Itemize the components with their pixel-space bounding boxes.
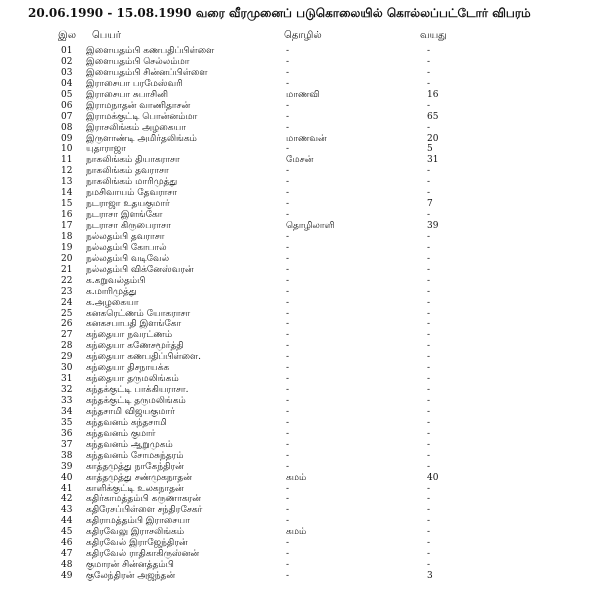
row-age: 5 xyxy=(427,144,433,155)
row-age: - xyxy=(427,549,431,560)
row-name: காத்தமுத்து சண்முகநாதன் xyxy=(86,472,192,483)
row-age: 40 xyxy=(427,472,439,483)
row-name: கதிர்காமத்தம்பி கருணாகரன் xyxy=(86,494,201,505)
table-row xyxy=(0,516,600,527)
row-age: - xyxy=(427,527,431,538)
row-sno: 24 xyxy=(61,297,73,308)
row-name: யுதாராஜா xyxy=(86,144,126,155)
table-row xyxy=(0,418,600,429)
row-age: - xyxy=(427,538,431,549)
row-name: இளையதம்பி கணபதிப்பிள்ளை xyxy=(86,46,215,56)
row-name: கனகசபாபதி இளங்கோ xyxy=(86,319,182,330)
row-age: - xyxy=(427,188,431,199)
row-occupation: மாணவன் xyxy=(286,133,327,144)
row-occupation: - xyxy=(286,450,290,461)
row-occupation: - xyxy=(286,385,290,396)
row-name: கதிரவேல் இராஜேந்திரன் xyxy=(86,538,188,549)
row-name: நமசிவாயம் தேவராசா xyxy=(86,188,178,199)
row-age: - xyxy=(427,78,431,89)
row-occupation: - xyxy=(286,199,290,210)
table-row xyxy=(0,352,600,363)
row-age: 3 xyxy=(427,571,433,581)
row-sno: 48 xyxy=(61,560,73,571)
row-age: - xyxy=(427,494,431,505)
row-name: நல்லதம்பி விக்னேஸ்வரன் xyxy=(86,264,194,275)
row-sno: 19 xyxy=(61,242,73,253)
row-sno: 25 xyxy=(61,308,73,319)
row-sno: 30 xyxy=(61,363,73,374)
row-occupation: மாணவி xyxy=(286,89,320,100)
table-row xyxy=(0,101,600,112)
row-age: - xyxy=(427,67,431,78)
row-name: கந்தக்குட்டி பாக்கியராசா. xyxy=(86,385,189,396)
row-name: குமாரன் சின்னத்தம்பி xyxy=(86,560,174,571)
row-sno: 08 xyxy=(61,122,73,133)
row-name: இராசலிங்கம் அழகையா xyxy=(86,122,186,133)
header-age: வயது xyxy=(420,30,447,41)
row-age: - xyxy=(427,450,431,461)
table-row xyxy=(0,57,600,68)
table-row xyxy=(0,473,600,484)
row-sno: 36 xyxy=(61,428,73,439)
table-row xyxy=(0,429,600,440)
row-age: - xyxy=(427,100,431,111)
row-name: கந்தவனம் ஆறுமுகம் xyxy=(86,439,173,450)
table-row xyxy=(0,549,600,560)
row-name: இளையதம்பி செல்லம்மா xyxy=(86,56,190,67)
row-sno: 33 xyxy=(61,396,73,406)
row-occupation: - xyxy=(286,46,290,56)
table-row xyxy=(0,341,600,352)
row-occupation: கமம் xyxy=(286,472,307,483)
row-name: குலேந்திரன் அஜந்தன் xyxy=(86,571,176,581)
row-age: - xyxy=(427,461,431,472)
row-occupation: - xyxy=(286,396,290,406)
row-age: - xyxy=(427,417,431,428)
row-sno: 01 xyxy=(61,46,73,56)
row-name: இராமக்குட்டி பொன்னம்மா xyxy=(86,111,198,122)
row-sno: 23 xyxy=(61,286,73,297)
row-sno: 12 xyxy=(61,166,73,177)
row-sno: 10 xyxy=(61,144,73,155)
row-sno: 46 xyxy=(61,538,73,549)
header-sno: இல xyxy=(58,30,77,41)
row-age: 31 xyxy=(427,155,439,166)
table-row xyxy=(0,560,600,571)
row-occupation: - xyxy=(286,122,290,133)
table-row xyxy=(0,407,600,418)
row-sno: 05 xyxy=(61,89,73,100)
table-row xyxy=(0,363,600,374)
row-name: நல்லதம்பி தவராசா xyxy=(86,231,165,242)
victims-table xyxy=(0,46,600,582)
row-sno: 18 xyxy=(61,231,73,242)
row-age: - xyxy=(427,122,431,133)
row-age: - xyxy=(427,352,431,363)
row-name: காளிக்குட்டி உலகநாதன் xyxy=(86,483,184,494)
row-sno: 06 xyxy=(61,100,73,111)
row-occupation: - xyxy=(286,505,290,516)
table-row xyxy=(0,199,600,210)
table-row xyxy=(0,166,600,177)
table-row xyxy=(0,571,600,582)
row-sno: 41 xyxy=(61,483,73,494)
table-row xyxy=(0,90,600,101)
table-row xyxy=(0,155,600,166)
table-row xyxy=(0,221,600,232)
table-row xyxy=(0,144,600,155)
row-sno: 15 xyxy=(61,199,73,210)
row-occupation: - xyxy=(286,177,290,188)
row-occupation: - xyxy=(286,417,290,428)
table-row xyxy=(0,276,600,287)
row-name: க.மாரிமுத்து xyxy=(86,286,137,297)
row-name: இராமநாதன் வாணிதாசன் xyxy=(86,100,191,111)
table-row xyxy=(0,319,600,330)
table-row xyxy=(0,79,600,90)
row-occupation: - xyxy=(286,67,290,78)
row-age: - xyxy=(427,308,431,319)
row-occupation: மேசன் xyxy=(286,155,314,166)
table-row xyxy=(0,298,600,309)
row-age: - xyxy=(427,374,431,385)
row-sno: 32 xyxy=(61,385,73,396)
row-occupation: - xyxy=(286,188,290,199)
table-row xyxy=(0,527,600,538)
row-age: - xyxy=(427,396,431,406)
row-occupation: - xyxy=(286,461,290,472)
row-sno: 35 xyxy=(61,417,73,428)
table-row xyxy=(0,396,600,407)
row-name: க.அழகையா xyxy=(86,297,139,308)
row-occupation: - xyxy=(286,516,290,527)
row-occupation: கமம் xyxy=(286,527,307,538)
row-name: கந்தையா கணபதிப்பிள்ளை. xyxy=(86,352,201,363)
row-sno: 17 xyxy=(61,221,73,231)
row-age: - xyxy=(427,177,431,188)
row-occupation: - xyxy=(286,297,290,308)
table-row xyxy=(0,46,600,57)
row-sno: 34 xyxy=(61,406,73,417)
row-sno: 29 xyxy=(61,352,73,363)
table-row xyxy=(0,68,600,79)
row-age: - xyxy=(427,341,431,352)
row-name: க.கறுவல்தம்பி xyxy=(86,275,146,286)
row-age: - xyxy=(427,56,431,67)
row-occupation: - xyxy=(286,428,290,439)
row-age: - xyxy=(427,166,431,177)
table-row xyxy=(0,440,600,451)
table-row xyxy=(0,188,600,199)
row-occupation: - xyxy=(286,231,290,242)
row-occupation: - xyxy=(286,560,290,571)
row-occupation: - xyxy=(286,406,290,417)
row-sno: 27 xyxy=(61,330,73,341)
row-sno: 13 xyxy=(61,177,73,188)
row-age: - xyxy=(427,242,431,253)
row-occupation: - xyxy=(286,264,290,275)
row-sno: 21 xyxy=(61,264,73,275)
row-age: 39 xyxy=(427,221,439,231)
row-sno: 22 xyxy=(61,275,73,286)
header-name: பெயர் xyxy=(92,30,122,41)
row-name: நல்லதம்பி கோபால் xyxy=(86,242,167,253)
row-sno: 42 xyxy=(61,494,73,505)
row-name: கந்தையா கணேசமூர்த்தி xyxy=(86,341,184,352)
row-name: கந்தவனம் கந்தசாமி xyxy=(86,417,167,428)
row-age: - xyxy=(427,439,431,450)
row-age: - xyxy=(427,253,431,264)
row-sno: 39 xyxy=(61,461,73,472)
table-row xyxy=(0,287,600,298)
row-age: - xyxy=(427,406,431,417)
row-occupation: - xyxy=(286,275,290,286)
row-occupation: - xyxy=(286,374,290,385)
row-age: - xyxy=(427,46,431,56)
row-sno: 31 xyxy=(61,374,73,385)
row-name: நல்லதம்பி வடிவேல் xyxy=(86,253,170,264)
header-occupation: தொழில் xyxy=(284,30,322,41)
table-row xyxy=(0,232,600,243)
table-row xyxy=(0,374,600,385)
row-name: காத்தமுத்து நாகேந்திரன் xyxy=(86,461,184,472)
row-occupation: - xyxy=(286,78,290,89)
row-sno: 28 xyxy=(61,341,73,352)
row-occupation: - xyxy=(286,242,290,253)
row-age: - xyxy=(427,297,431,308)
row-name: நாகலிங்கம் மாரிமுத்து xyxy=(86,177,178,188)
row-sno: 03 xyxy=(61,67,73,78)
row-occupation: - xyxy=(286,341,290,352)
row-occupation: - xyxy=(286,571,290,581)
row-age: 20 xyxy=(427,133,439,144)
row-sno: 09 xyxy=(61,133,73,144)
row-age: - xyxy=(427,385,431,396)
row-name: நடராஜா உதயகுமார் xyxy=(86,199,170,210)
row-name: கந்தவனம் குமார் xyxy=(86,428,156,439)
row-name: நடராசா கிருபைராசா xyxy=(86,221,171,231)
row-name: இராசையா பரமேஸ்வரி xyxy=(86,78,183,89)
table-row xyxy=(0,254,600,265)
row-sno: 20 xyxy=(61,253,73,264)
row-name: கந்தவனம் சோமசுந்தரம் xyxy=(86,450,184,461)
row-age: - xyxy=(427,231,431,242)
row-sno: 26 xyxy=(61,319,73,330)
row-name: கதிரவேலு இராசலிங்கம் xyxy=(86,527,185,538)
row-age: - xyxy=(427,319,431,330)
table-row xyxy=(0,123,600,134)
row-age: - xyxy=(427,363,431,374)
row-occupation: - xyxy=(286,144,290,155)
table-row xyxy=(0,385,600,396)
table-row xyxy=(0,494,600,505)
row-sno: 45 xyxy=(61,527,73,538)
row-age: - xyxy=(427,428,431,439)
table-row xyxy=(0,112,600,123)
row-sno: 11 xyxy=(61,155,73,166)
row-age: 16 xyxy=(427,89,439,100)
row-sno: 47 xyxy=(61,549,73,560)
row-age: 65 xyxy=(427,111,439,122)
row-name: கந்தையா திசநாயக்க xyxy=(86,363,170,374)
row-occupation: - xyxy=(286,549,290,560)
table-row xyxy=(0,484,600,495)
row-name: இளையதம்பி சின்னப்பிள்ளை xyxy=(86,67,208,78)
row-occupation: - xyxy=(286,166,290,177)
row-occupation: - xyxy=(286,330,290,341)
row-name: கந்தையா நவரட்ணம் xyxy=(86,330,173,341)
row-age: - xyxy=(427,560,431,571)
table-row xyxy=(0,462,600,473)
row-sno: 43 xyxy=(61,505,73,516)
row-sno: 07 xyxy=(61,111,73,122)
row-name: கனகரெட்ணம் யோகராசா xyxy=(86,308,191,319)
row-name: கதிரேசப்பிள்ளை சந்திரசேகர் xyxy=(86,505,203,516)
table-row xyxy=(0,243,600,254)
row-sno: 16 xyxy=(61,210,73,221)
row-occupation: - xyxy=(286,56,290,67)
row-name: கதிராமத்தம்பி இராசையா xyxy=(86,516,190,527)
row-age: - xyxy=(427,330,431,341)
row-occupation: - xyxy=(286,100,290,111)
row-name: நடராசா இளங்கோ xyxy=(86,210,163,221)
row-age: - xyxy=(427,505,431,516)
row-occupation: - xyxy=(286,210,290,221)
row-occupation: - xyxy=(286,494,290,505)
document-title: 20.06.1990 - 15.08.1990 வரை வீரமுனைப் படுகொலையில் கொல்லப்பட்டோர் விபரம் xyxy=(28,6,531,20)
row-name: கந்தையா தருமலிங்கம் xyxy=(86,374,179,385)
row-occupation: - xyxy=(286,253,290,264)
row-sno: 40 xyxy=(61,472,73,483)
row-occupation: - xyxy=(286,319,290,330)
row-age: - xyxy=(427,516,431,527)
row-age: - xyxy=(427,286,431,297)
row-occupation: - xyxy=(286,352,290,363)
row-occupation: - xyxy=(286,111,290,122)
row-occupation: - xyxy=(286,538,290,549)
row-occupation: - xyxy=(286,483,290,494)
row-age: - xyxy=(427,483,431,494)
row-sno: 49 xyxy=(61,571,73,581)
row-name: நாகலிங்கம் தவராசா xyxy=(86,166,169,177)
row-sno: 14 xyxy=(61,188,73,199)
row-age: - xyxy=(427,264,431,275)
row-occupation: தொழிலாளி xyxy=(286,221,335,231)
row-sno: 02 xyxy=(61,56,73,67)
table-row xyxy=(0,177,600,188)
row-age: 7 xyxy=(427,199,433,210)
table-row xyxy=(0,309,600,320)
row-occupation: - xyxy=(286,363,290,374)
row-occupation: - xyxy=(286,286,290,297)
row-name: நாகலிங்கம் தியாகராசா xyxy=(86,155,180,166)
row-sno: 37 xyxy=(61,439,73,450)
row-sno: 44 xyxy=(61,516,73,527)
row-name: கந்தசாமி விஜயகுமார் xyxy=(86,406,175,417)
table-row xyxy=(0,330,600,341)
row-age: - xyxy=(427,275,431,286)
row-occupation: - xyxy=(286,439,290,450)
table-row xyxy=(0,538,600,549)
table-row xyxy=(0,451,600,462)
table-row xyxy=(0,210,600,221)
table-row xyxy=(0,265,600,276)
table-row xyxy=(0,134,600,145)
row-sno: 38 xyxy=(61,450,73,461)
row-age: - xyxy=(427,210,431,221)
table-row xyxy=(0,505,600,516)
row-occupation: - xyxy=(286,308,290,319)
row-name: இராசையா சுபாசினி xyxy=(86,89,168,100)
row-sno: 04 xyxy=(61,78,73,89)
row-name: கதிரவேல் ராதிகாகிருஸ்னன் xyxy=(86,549,200,560)
row-name: இருளாண்டி அமிர்தலிங்கம் xyxy=(86,133,197,144)
row-name: கந்தக்குட்டி தருமலிங்கம் xyxy=(86,396,186,406)
